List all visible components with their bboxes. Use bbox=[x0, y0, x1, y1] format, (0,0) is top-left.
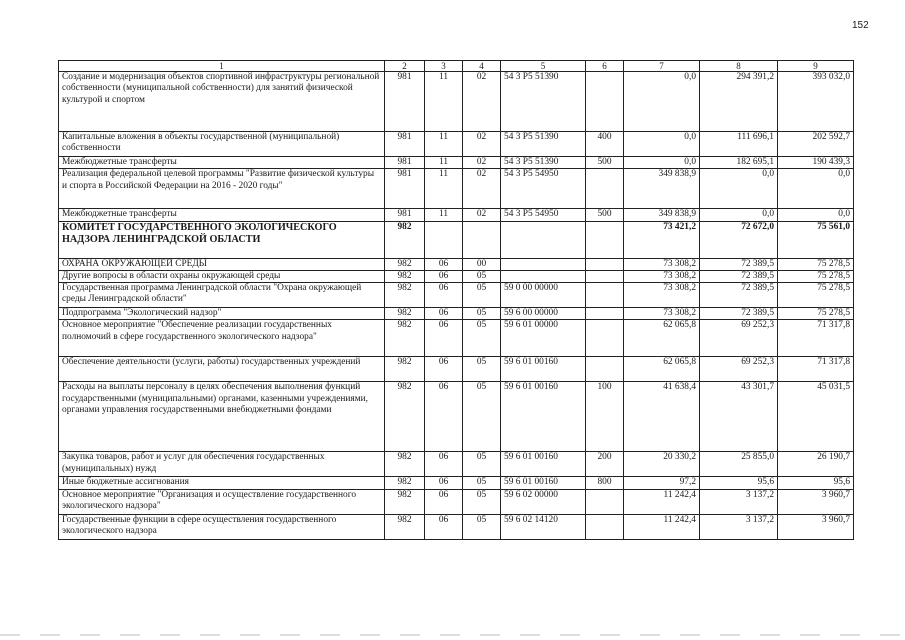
amount-year1-cell: 62 065,8 bbox=[624, 357, 700, 382]
ministry-code-cell: 982 bbox=[385, 270, 425, 282]
row-name-cell: Расходы на выплаты персоналу в целях обеспечения выполнения функций государственными (муниципальными) органами, казенными учреждениями, органами управления государственными внебюджетными фондами bbox=[59, 382, 385, 452]
amount-year2-cell: 25 855,0 bbox=[700, 452, 778, 477]
section-code-cell: 06 bbox=[425, 320, 463, 357]
section-code-cell: 11 bbox=[425, 132, 463, 157]
target-article-cell: 54 3 Р5 51390 bbox=[501, 132, 586, 157]
subsection-code-cell: 05 bbox=[463, 452, 501, 477]
expense-type-cell bbox=[586, 221, 624, 258]
row-name-cell: Межбюджетные трансферты bbox=[59, 209, 385, 221]
amount-year2-cell: 111 696,1 bbox=[700, 132, 778, 157]
amount-year3-cell: 202 592,7 bbox=[778, 132, 854, 157]
row-name-cell: Основное мероприятие "Организация и осуществление государственного экологического надзора" bbox=[59, 489, 385, 514]
section-code-cell bbox=[425, 221, 463, 258]
expense-type-cell: 200 bbox=[586, 452, 624, 477]
table-row bbox=[59, 320, 854, 357]
table-row bbox=[59, 221, 854, 258]
subsection-code-cell: 05 bbox=[463, 382, 501, 452]
section-code-cell: 06 bbox=[425, 270, 463, 282]
column-number-header-row bbox=[59, 61, 854, 72]
row-name-cell: Реализация федеральной целевой программы "Развитие физической культуры и спорта в Российской Федерации на 2016 - 2020 годы" bbox=[59, 169, 385, 209]
target-article-cell bbox=[501, 258, 586, 270]
row-name-cell: Обеспечение деятельности (услуги, работы) государственных учреждений bbox=[59, 357, 385, 382]
header-cell: 8 bbox=[700, 61, 778, 72]
row-name-cell: Основное мероприятие "Обеспечение реализации государственных полномочий в сфере государственного экологического надзора" bbox=[59, 320, 385, 357]
expense-type-cell bbox=[586, 489, 624, 514]
expense-type-cell bbox=[586, 514, 624, 539]
ministry-code-cell: 981 bbox=[385, 209, 425, 221]
subsection-code-cell: 02 bbox=[463, 157, 501, 169]
table-row bbox=[59, 169, 854, 209]
amount-year1-cell: 41 638,4 bbox=[624, 382, 700, 452]
table-row bbox=[59, 270, 854, 282]
target-article-cell: 59 6 01 00160 bbox=[501, 382, 586, 452]
amount-year2-cell: 3 137,2 bbox=[700, 514, 778, 539]
section-code-cell: 06 bbox=[425, 382, 463, 452]
section-code-cell: 11 bbox=[425, 157, 463, 169]
page-number: 152 bbox=[852, 20, 869, 31]
table-row bbox=[59, 283, 854, 308]
target-article-cell: 59 0 00 00000 bbox=[501, 283, 586, 308]
amount-year1-cell: 20 330,2 bbox=[624, 452, 700, 477]
target-article-cell: 59 6 02 14120 bbox=[501, 514, 586, 539]
ministry-code-cell: 981 bbox=[385, 157, 425, 169]
subsection-code-cell: 05 bbox=[463, 283, 501, 308]
row-name-cell: Межбюджетные трансферты bbox=[59, 157, 385, 169]
amount-year2-cell: 69 252,3 bbox=[700, 357, 778, 382]
row-name-cell: Создание и модернизация объектов спортивной инфраструктуры региональной собственности (муниципальной собственности) для занятий физической культурой и спортом bbox=[59, 72, 385, 132]
table-row bbox=[59, 477, 854, 489]
subsection-code-cell: 05 bbox=[463, 489, 501, 514]
row-name-cell: Иные бюджетные ассигнования bbox=[59, 477, 385, 489]
amount-year3-cell: 26 190,7 bbox=[778, 452, 854, 477]
expense-type-cell bbox=[586, 308, 624, 320]
ministry-code-cell: 982 bbox=[385, 489, 425, 514]
amount-year2-cell: 72 389,5 bbox=[700, 308, 778, 320]
target-article-cell: 59 6 00 00000 bbox=[501, 308, 586, 320]
amount-year2-cell: 72 672,0 bbox=[700, 221, 778, 258]
expense-type-cell: 100 bbox=[586, 382, 624, 452]
amount-year2-cell: 182 695,1 bbox=[700, 157, 778, 169]
table-row bbox=[59, 357, 854, 382]
amount-year1-cell: 73 308,2 bbox=[624, 283, 700, 308]
row-name-cell: Капитальные вложения в объекты государственной (муниципальной) собственности bbox=[59, 132, 385, 157]
section-code-cell: 06 bbox=[425, 357, 463, 382]
subsection-code-cell: 05 bbox=[463, 270, 501, 282]
expense-type-cell bbox=[586, 72, 624, 132]
table-row bbox=[59, 382, 854, 452]
header-cell: 7 bbox=[624, 61, 700, 72]
row-name-cell: Подпрограмма "Экологический надзор" bbox=[59, 308, 385, 320]
amount-year2-cell: 0,0 bbox=[700, 169, 778, 209]
subsection-code-cell: 02 bbox=[463, 169, 501, 209]
target-article-cell: 54 3 Р5 54950 bbox=[501, 169, 586, 209]
section-code-cell: 06 bbox=[425, 514, 463, 539]
expense-type-cell bbox=[586, 169, 624, 209]
table-row bbox=[59, 452, 854, 477]
row-name-cell: Другие вопросы в области охраны окружающей среды bbox=[59, 270, 385, 282]
table-row bbox=[59, 209, 854, 221]
ministry-code-cell: 982 bbox=[385, 258, 425, 270]
amount-year3-cell: 45 031,5 bbox=[778, 382, 854, 452]
expense-type-cell: 400 bbox=[586, 132, 624, 157]
ministry-code-cell: 982 bbox=[385, 320, 425, 357]
subsection-code-cell: 05 bbox=[463, 514, 501, 539]
expense-type-cell bbox=[586, 357, 624, 382]
amount-year1-cell: 73 421,2 bbox=[624, 221, 700, 258]
section-code-cell: 06 bbox=[425, 489, 463, 514]
amount-year1-cell: 0,0 bbox=[624, 157, 700, 169]
target-article-cell: 59 6 01 00000 bbox=[501, 320, 586, 357]
ministry-code-cell: 982 bbox=[385, 514, 425, 539]
amount-year1-cell: 73 308,2 bbox=[624, 258, 700, 270]
section-code-cell: 11 bbox=[425, 209, 463, 221]
amount-year2-cell: 72 389,5 bbox=[700, 270, 778, 282]
target-article-cell: 59 6 02 00000 bbox=[501, 489, 586, 514]
subsection-code-cell: 05 bbox=[463, 477, 501, 489]
budget-table bbox=[58, 60, 854, 540]
ministry-code-cell: 982 bbox=[385, 452, 425, 477]
expense-type-cell bbox=[586, 320, 624, 357]
ministry-code-cell: 982 bbox=[385, 477, 425, 489]
amount-year3-cell: 3 960,7 bbox=[778, 514, 854, 539]
expense-type-cell bbox=[586, 270, 624, 282]
target-article-cell: 54 3 Р5 51390 bbox=[501, 72, 586, 132]
amount-year1-cell: 349 838,9 bbox=[624, 169, 700, 209]
section-code-cell: 11 bbox=[425, 169, 463, 209]
header-cell: 3 bbox=[425, 61, 463, 72]
section-code-cell: 06 bbox=[425, 258, 463, 270]
amount-year3-cell: 71 317,8 bbox=[778, 320, 854, 357]
amount-year2-cell: 3 137,2 bbox=[700, 489, 778, 514]
expense-type-cell: 500 bbox=[586, 209, 624, 221]
amount-year1-cell: 97,2 bbox=[624, 477, 700, 489]
subsection-code-cell: 02 bbox=[463, 132, 501, 157]
table-row bbox=[59, 132, 854, 157]
subsection-code-cell: 02 bbox=[463, 209, 501, 221]
header-cell: 6 bbox=[586, 61, 624, 72]
header-cell: 1 bbox=[59, 61, 385, 72]
amount-year3-cell: 75 278,5 bbox=[778, 283, 854, 308]
section-code-cell: 06 bbox=[425, 477, 463, 489]
table-row bbox=[59, 258, 854, 270]
ministry-code-cell: 982 bbox=[385, 357, 425, 382]
ministry-code-cell: 982 bbox=[385, 308, 425, 320]
amount-year1-cell: 349 838,9 bbox=[624, 209, 700, 221]
amount-year2-cell: 95,6 bbox=[700, 477, 778, 489]
row-name-cell: ОХРАНА ОКРУЖАЮЩЕЙ СРЕДЫ bbox=[59, 258, 385, 270]
table-row bbox=[59, 308, 854, 320]
subsection-code-cell: 02 bbox=[463, 72, 501, 132]
row-name-cell: Государственная программа Ленинградской области "Охрана окружающей среды Ленинградской области" bbox=[59, 283, 385, 308]
section-code-cell: 06 bbox=[425, 308, 463, 320]
amount-year3-cell: 75 561,0 bbox=[778, 221, 854, 258]
scan-edge-artifact bbox=[0, 634, 905, 636]
amount-year1-cell: 62 065,8 bbox=[624, 320, 700, 357]
amount-year3-cell: 71 317,8 bbox=[778, 357, 854, 382]
expense-type-cell: 500 bbox=[586, 157, 624, 169]
table-row bbox=[59, 489, 854, 514]
amount-year1-cell: 0,0 bbox=[624, 132, 700, 157]
subsection-code-cell bbox=[463, 221, 501, 258]
amount-year3-cell: 75 278,5 bbox=[778, 270, 854, 282]
amount-year2-cell: 294 391,2 bbox=[700, 72, 778, 132]
amount-year2-cell: 72 389,5 bbox=[700, 283, 778, 308]
amount-year3-cell: 190 439,3 bbox=[778, 157, 854, 169]
subsection-code-cell: 05 bbox=[463, 308, 501, 320]
amount-year3-cell: 75 278,5 bbox=[778, 258, 854, 270]
target-article-cell: 59 6 01 00160 bbox=[501, 477, 586, 489]
amount-year3-cell: 393 032,0 bbox=[778, 72, 854, 132]
header-cell: 2 bbox=[385, 61, 425, 72]
amount-year2-cell: 0,0 bbox=[700, 209, 778, 221]
amount-year1-cell: 73 308,2 bbox=[624, 308, 700, 320]
amount-year2-cell: 72 389,5 bbox=[700, 258, 778, 270]
ministry-code-cell: 981 bbox=[385, 169, 425, 209]
table-row bbox=[59, 72, 854, 132]
amount-year3-cell: 0,0 bbox=[778, 169, 854, 209]
amount-year2-cell: 43 301,7 bbox=[700, 382, 778, 452]
header-cell: 5 bbox=[501, 61, 586, 72]
row-name-cell: КОМИТЕТ ГОСУДАРСТВЕННОГО ЭКОЛОГИЧЕСКОГО НАДЗОРА ЛЕНИНГРАДСКОЙ ОБЛАСТИ bbox=[59, 221, 385, 258]
target-article-cell bbox=[501, 270, 586, 282]
row-name-cell: Государственные функции в сфере осуществления государственного экологического надзора bbox=[59, 514, 385, 539]
ministry-code-cell: 982 bbox=[385, 382, 425, 452]
amount-year1-cell: 0,0 bbox=[624, 72, 700, 132]
expense-type-cell bbox=[586, 283, 624, 308]
section-code-cell: 11 bbox=[425, 72, 463, 132]
header-cell: 9 bbox=[778, 61, 854, 72]
subsection-code-cell: 00 bbox=[463, 258, 501, 270]
ministry-code-cell: 982 bbox=[385, 221, 425, 258]
target-article-cell: 54 3 Р5 51390 bbox=[501, 157, 586, 169]
amount-year3-cell: 75 278,5 bbox=[778, 308, 854, 320]
expense-type-cell: 800 bbox=[586, 477, 624, 489]
table-row bbox=[59, 157, 854, 169]
ministry-code-cell: 981 bbox=[385, 132, 425, 157]
amount-year1-cell: 11 242,4 bbox=[624, 514, 700, 539]
target-article-cell: 54 3 Р5 54950 bbox=[501, 209, 586, 221]
amount-year3-cell: 95,6 bbox=[778, 477, 854, 489]
header-cell: 4 bbox=[463, 61, 501, 72]
target-article-cell: 59 6 01 00160 bbox=[501, 452, 586, 477]
amount-year3-cell: 0,0 bbox=[778, 209, 854, 221]
row-name-cell: Закупка товаров, работ и услуг для обеспечения государственных (муниципальных) нужд bbox=[59, 452, 385, 477]
expense-type-cell bbox=[586, 258, 624, 270]
table-row bbox=[59, 514, 854, 539]
subsection-code-cell: 05 bbox=[463, 320, 501, 357]
target-article-cell: 59 6 01 00160 bbox=[501, 357, 586, 382]
section-code-cell: 06 bbox=[425, 452, 463, 477]
subsection-code-cell: 05 bbox=[463, 357, 501, 382]
amount-year2-cell: 69 252,3 bbox=[700, 320, 778, 357]
section-code-cell: 06 bbox=[425, 283, 463, 308]
amount-year3-cell: 3 960,7 bbox=[778, 489, 854, 514]
amount-year1-cell: 11 242,4 bbox=[624, 489, 700, 514]
ministry-code-cell: 982 bbox=[385, 283, 425, 308]
amount-year1-cell: 73 308,2 bbox=[624, 270, 700, 282]
ministry-code-cell: 981 bbox=[385, 72, 425, 132]
target-article-cell bbox=[501, 221, 586, 258]
